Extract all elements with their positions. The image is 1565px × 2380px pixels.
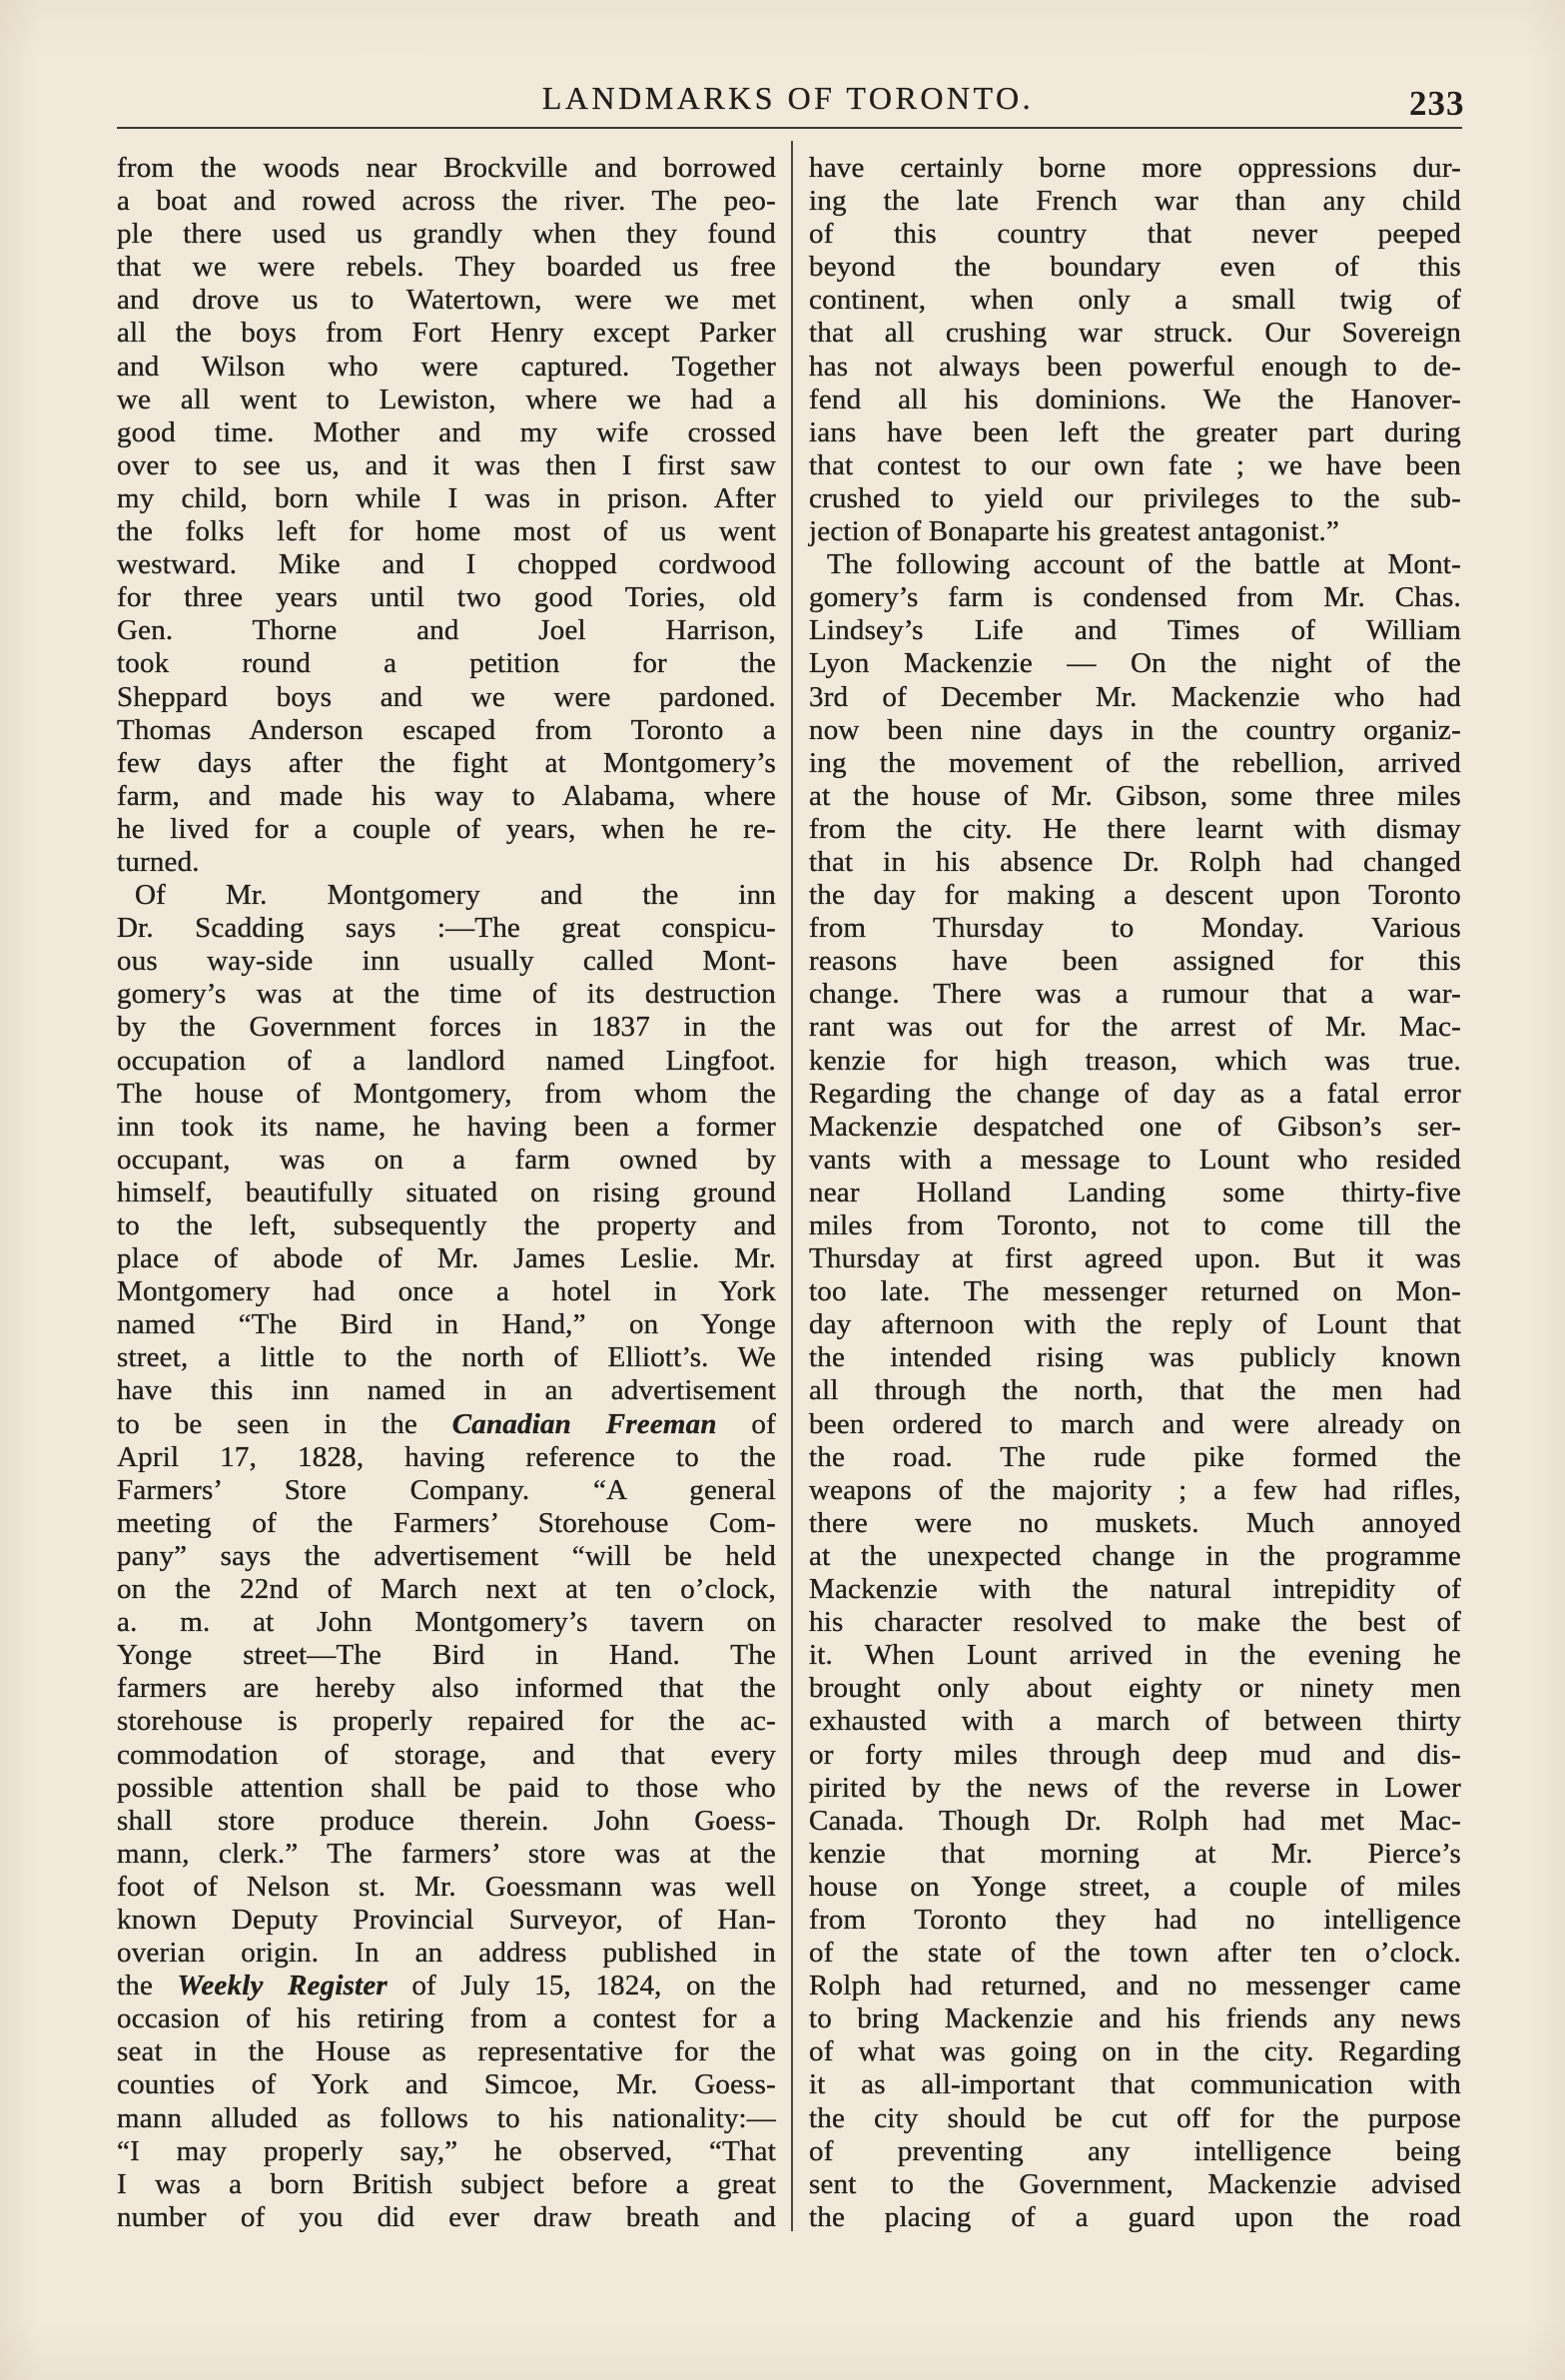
text-line: from the woods near Brockville and borrowed bbox=[117, 152, 776, 184]
text-line: jection of Bonaparte his greatest antagonist.” bbox=[809, 515, 1340, 548]
text-line: vants with a message to Lount who resided bbox=[809, 1143, 1461, 1176]
text-line: meeting of the Farmers’ Storehouse Com- bbox=[117, 1506, 776, 1539]
text-line: his character resolved to make the best of bbox=[809, 1606, 1461, 1639]
text-line: westward. Mike and I chopped cordwood bbox=[117, 548, 776, 581]
text-line: ing the movement of the rebellion, arrived bbox=[809, 746, 1461, 779]
paragraph bbox=[809, 548, 1461, 2234]
text-line: kenzie that morning at Mr. Pierce’s bbox=[809, 1837, 1461, 1870]
text-line: has not always been powerful enough to de- bbox=[809, 350, 1461, 383]
text-line: been ordered to march and were already on bbox=[809, 1407, 1461, 1440]
text-line: ple there used us grandly when they found bbox=[117, 218, 776, 251]
text-line: named “The Bird in Hand,” on Yonge bbox=[117, 1308, 776, 1341]
text-line: of what was going on in the city. Regarding bbox=[809, 2035, 1461, 2068]
text-line: of preventing any intelligence being bbox=[809, 2134, 1461, 2167]
text-line: ing the late French war than any child bbox=[809, 185, 1461, 218]
text-line: for three years until two good Tories, old bbox=[117, 581, 776, 614]
text-line: mann alluded as follows to his nationality:— bbox=[117, 2101, 776, 2134]
text-line: reasons have been assigned for this bbox=[809, 945, 1461, 978]
text-line: “I may properly say,” he observed, “That bbox=[117, 2134, 776, 2167]
text-line: have certainly borne more oppressions dur- bbox=[809, 152, 1461, 184]
text-line: that we were rebels. They boarded us free bbox=[117, 251, 776, 284]
text-line: occupation of a landlord named Lingfoot. bbox=[117, 1044, 776, 1077]
text-line: on the 22nd of March next at ten o’clock, bbox=[117, 1573, 776, 1606]
paragraph bbox=[117, 879, 776, 2234]
text-line: pirited by the news of the reverse in Lower bbox=[809, 1771, 1461, 1804]
text-line: from Toronto they had no intelligence bbox=[809, 1903, 1461, 1936]
text-line: The following account of the battle at Mont- bbox=[827, 548, 1461, 581]
text-line: few days after the fight at Montgomery’s bbox=[117, 746, 776, 779]
text-line: of the state of the town after ten o’clock. bbox=[809, 1937, 1461, 1970]
running-head: LANDMARKS OF TORONTO. bbox=[541, 80, 1035, 116]
italic-title: Weekly Register bbox=[177, 1970, 388, 2002]
text-line: good time. Mother and my wife crossed bbox=[117, 415, 776, 448]
text-line: street, a little to the north of Elliott’s. We bbox=[117, 1341, 776, 1374]
text-line: over to see us, and it was then I first saw bbox=[117, 448, 776, 481]
text-line: Sheppard boys and we were pardoned. bbox=[117, 680, 776, 713]
text-line: ous way-side inn usually called Mont- bbox=[117, 945, 776, 978]
text-line: known Deputy Provincial Surveyor, of Han- bbox=[117, 1903, 776, 1936]
text-line: the city should be cut off for the purpose bbox=[809, 2101, 1461, 2134]
text-line: pany” says the advertisement “will be held bbox=[117, 1539, 776, 1572]
text-line: farmers are hereby also informed that the bbox=[117, 1672, 776, 1705]
text-line: to the left, subsequently the property and bbox=[117, 1209, 776, 1241]
text-line: or forty miles through deep mud and dis- bbox=[809, 1738, 1461, 1771]
text-run: the bbox=[117, 1970, 178, 2002]
text-line: Montgomery had once a hotel in York bbox=[117, 1275, 776, 1308]
text-line: day afternoon with the reply of Lount that bbox=[809, 1308, 1461, 1341]
text-line: Rolph had returned, and no messenger came bbox=[809, 1970, 1461, 2002]
text-line: Farmers’ Store Company. “A general bbox=[117, 1473, 776, 1506]
page-number: 233 bbox=[1409, 84, 1465, 123]
column-rule bbox=[791, 141, 793, 2231]
text-line: we all went to Lewiston, where we had a bbox=[117, 383, 776, 415]
text-line: turned. bbox=[117, 845, 200, 878]
text-line: that all crushing war struck. Our Sovereign bbox=[809, 317, 1461, 350]
header-rule bbox=[117, 127, 1462, 129]
text-line: storehouse is properly repaired for the ac- bbox=[117, 1705, 776, 1738]
text-line: shall store produce therein. John Goess- bbox=[117, 1804, 776, 1837]
text-line: Thursday at first agreed upon. But it was bbox=[809, 1242, 1461, 1275]
text-line: that in his absence Dr. Rolph had changed bbox=[809, 845, 1461, 878]
text-line: commodation of storage, and that every bbox=[117, 1738, 776, 1771]
italic-title: Canadian Freeman bbox=[451, 1407, 717, 1440]
text-line: rant was out for the arrest of Mr. Mac- bbox=[809, 1011, 1461, 1044]
text-line: foot of Nelson st. Mr. Goessmann was well bbox=[117, 1870, 776, 1903]
left-column bbox=[117, 152, 776, 2234]
text-line: to bring Mackenzie and his friends any news bbox=[809, 2002, 1461, 2035]
text-line: the folks left for home most of us went bbox=[117, 515, 776, 548]
text-line: Lindsey’s Life and Times of William bbox=[809, 614, 1461, 647]
text-line: sent to the Government, Mackenzie advised bbox=[809, 2167, 1461, 2200]
text-line: and Wilson who were captured. Together bbox=[117, 350, 776, 383]
text-line: that contest to our own fate ; we have been bbox=[809, 448, 1461, 481]
text-line: my child, born while I was in prison. After bbox=[117, 481, 776, 514]
text-line: all through the north, that the men had bbox=[809, 1374, 1461, 1407]
text-line: of this country that never peeped bbox=[809, 218, 1461, 251]
text-line: it as all-important that communication with bbox=[809, 2068, 1461, 2101]
text-line: weapons of the majority ; a few had rifles, bbox=[809, 1473, 1461, 1506]
text-line: counties of York and Simcoe, Mr. Goess- bbox=[117, 2068, 776, 2101]
text-line: he lived for a couple of years, when he re- bbox=[117, 812, 776, 845]
text-line: occasion of his retiring from a contest for a bbox=[117, 2002, 776, 2035]
text-line: house on Yonge street, a couple of miles bbox=[809, 1870, 1461, 1903]
text-line: place of abode of Mr. James Leslie. Mr. bbox=[117, 1242, 776, 1275]
text-run: of bbox=[716, 1407, 776, 1440]
text-line: by the Government forces in 1837 in the bbox=[117, 1011, 776, 1044]
text-line: Lyon Mackenzie — On the night of the bbox=[809, 647, 1461, 680]
text-line: himself, beautifully situated on rising ground bbox=[117, 1176, 776, 1208]
text-line: April 17, 1828, having reference to the bbox=[117, 1440, 776, 1473]
text-line: change. There was a rumour that a war- bbox=[809, 978, 1461, 1011]
text-run: of July 15, 1824, on the bbox=[387, 1970, 776, 2002]
text-line: possible attention shall be paid to those who bbox=[117, 1771, 776, 1804]
text-line: occupant, was on a farm owned by bbox=[117, 1143, 776, 1176]
text-line: 3rd of December Mr. Mackenzie who had bbox=[809, 680, 1461, 713]
text-line: Mackenzie with the natural intrepidity of bbox=[809, 1573, 1461, 1606]
text-line: gomery’s farm is condensed from Mr. Chas. bbox=[809, 581, 1461, 614]
text-line: the day for making a descent upon Toronto bbox=[809, 879, 1461, 912]
text-line bbox=[117, 1408, 776, 1441]
text-line: brought only about eighty or ninety men bbox=[809, 1672, 1461, 1705]
paragraph bbox=[809, 152, 1461, 548]
right-column bbox=[809, 152, 1461, 2234]
text-line: kenzie for high treason, which was true. bbox=[809, 1044, 1461, 1077]
text-line: I was a born British subject before a great bbox=[117, 2167, 776, 2200]
text-line: continent, when only a small twig of bbox=[809, 284, 1461, 317]
text-line: now been nine days in the country organiz- bbox=[809, 713, 1461, 746]
text-line: miles from Toronto, not to come till the bbox=[809, 1209, 1461, 1241]
text-line: Gen. Thorne and Joel Harrison, bbox=[117, 614, 776, 647]
text-line: seat in the House as representative for the bbox=[117, 2035, 776, 2068]
text-line bbox=[117, 1970, 776, 2002]
text-line: from Thursday to Monday. Various bbox=[809, 912, 1461, 945]
text-line: crushed to yield our privileges to the sub- bbox=[809, 481, 1461, 514]
text-line: Mackenzie despatched one of Gibson’s ser- bbox=[809, 1110, 1461, 1143]
text-line: the placing of a guard upon the road bbox=[809, 2200, 1461, 2233]
text-line: from the city. He there learnt with dismay bbox=[809, 812, 1461, 845]
text-line: Canada. Though Dr. Rolph had met Mac- bbox=[809, 1804, 1461, 1837]
text-line: fend all his dominions. We the Hanover- bbox=[809, 383, 1461, 415]
text-line: Thomas Anderson escaped from Toronto a bbox=[117, 713, 776, 746]
text-line: the road. The rude pike formed the bbox=[809, 1440, 1461, 1473]
text-line: at the house of Mr. Gibson, some three miles bbox=[809, 779, 1461, 812]
text-line: ians have been left the greater part during bbox=[809, 415, 1461, 448]
paragraph bbox=[117, 152, 776, 879]
text-line: a. m. at John Montgomery’s tavern on bbox=[117, 1606, 776, 1639]
text-line: farm, and made his way to Alabama, where bbox=[117, 779, 776, 812]
text-line: Dr. Scadding says :—The great conspicu- bbox=[117, 912, 776, 945]
text-line: exhausted with a march of between thirty bbox=[809, 1705, 1461, 1738]
text-line: mann, clerk.” The farmers’ store was at the bbox=[117, 1837, 776, 1870]
text-line: near Holland Landing some thirty-five bbox=[809, 1176, 1461, 1208]
text-line: inn took its name, he having been a former bbox=[117, 1110, 776, 1143]
text-line: the intended rising was publicly known bbox=[809, 1341, 1461, 1374]
text-line: too late. The messenger returned on Mon- bbox=[809, 1275, 1461, 1308]
text-line: Of Mr. Montgomery and the inn bbox=[135, 879, 776, 912]
text-line: have this inn named in an advertisement bbox=[117, 1374, 776, 1407]
text-line: beyond the boundary even of this bbox=[809, 251, 1461, 284]
text-line: a boat and rowed across the river. The peo- bbox=[117, 185, 776, 218]
text-line: number of you did ever draw breath and bbox=[117, 2200, 776, 2233]
text-line: all the boys from Fort Henry except Parker bbox=[117, 317, 776, 350]
text-line: there were no muskets. Much annoyed bbox=[809, 1506, 1461, 1539]
text-line: took round a petition for the bbox=[117, 647, 776, 680]
text-line: and drove us to Watertown, were we met bbox=[117, 284, 776, 317]
text-line: Regarding the change of day as a fatal error bbox=[809, 1077, 1461, 1110]
text-line: Yonge street—The Bird in Hand. The bbox=[117, 1639, 776, 1672]
text-run: to be seen in the bbox=[117, 1407, 452, 1440]
text-line: The house of Montgomery, from whom the bbox=[117, 1077, 776, 1110]
text-line: gomery’s was at the time of its destruction bbox=[117, 978, 776, 1011]
text-line: at the unexpected change in the programme bbox=[809, 1539, 1461, 1572]
text-line: overian origin. In an address published in bbox=[117, 1937, 776, 1970]
text-line: it. When Lount arrived in the evening he bbox=[809, 1639, 1461, 1672]
